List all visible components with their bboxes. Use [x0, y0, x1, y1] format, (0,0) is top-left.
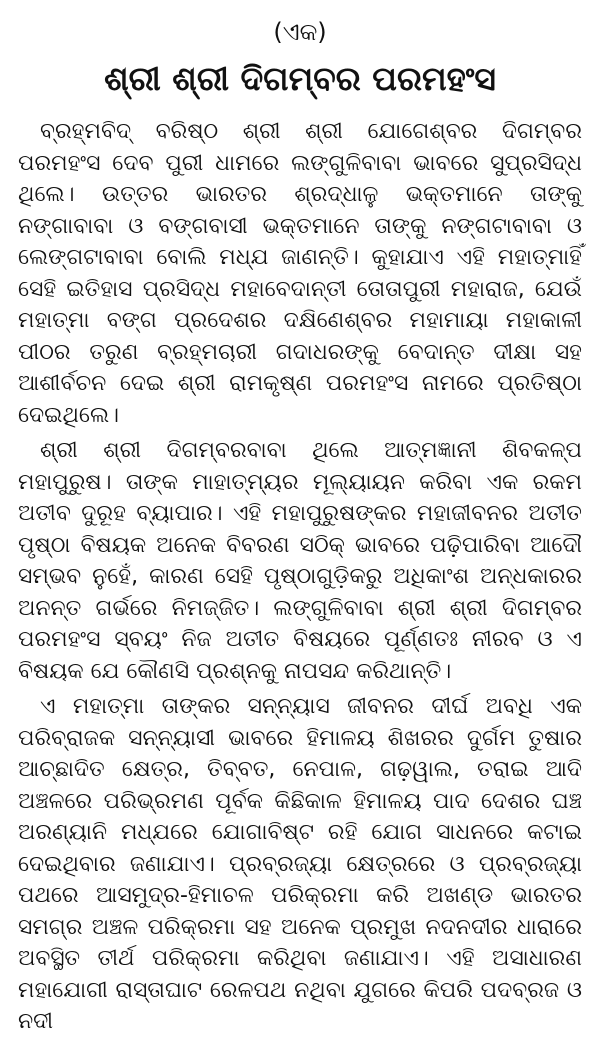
- paragraph-1: ବ୍ରହ୍ମବିଦ୍ ବରିଷ୍ଠ ଶ୍ରୀ ଶ୍ରୀ ଯୋଗେଶ୍ବର ଦିଗମ୍ବର ପରମହଂସ ଦେବ ପୁରୀ ଧାମରେ ଲଙ୍ଗୁଳିବାବା ଭାବରେ ସୁପ୍ରସିଦ୍ଧ ଥିଲେ। ଉତ୍ତର ଭାରତର ଶ୍ରଦ୍ଧାଳୁ ଭକ୍ତମାନେ ତାଙ୍କୁ ନଙ୍ଗାବାବା ଓ ବଙ୍ଗବାସୀ ଭକ୍ତମାନେ ତାଙ୍କୁ ନଙ୍ଗଟାବାବା ଓ ଲେଙ୍ଗଟାବାବା ବୋଲି ମଧ୍ଯ ଜାଣନ୍ତି। କୁହାଯାଏ ଏହି ମହାତ୍ମାହିଁ ସେହି ଇତିହାସ ପ୍ରସିଦ୍ଧ ମହାବେଦାନ୍ତୀ ତୋତାପୁରୀ ମହାରାଜ, ଯେଉଁ ମହାତ୍ମା ବଙ୍ଗ ପ୍ରଦେଶର ଦକ୍ଷିଣେଶ୍ବର ମହାମାୟା ମହାକାଳୀ ପୀଠର ତରୁଣ ବ୍ରହ୍ମଚାରୀ ଗଦାଧରଙ୍କୁ ବେଦାନ୍ତ ଦୀକ୍ଷା ସହ ଆଶୀର୍ବଚନ ଦେଇ ଶ୍ରୀ ରାମକୃଷ୍ଣ ପରମହଂସ ନାମରେ ପ୍ରତିଷ୍ଠା ଦେଇଥିଲେ।: [18, 119, 582, 428]
- body-text: [18, 116, 582, 1038]
- paragraph-3: ଏ ମହାତ୍ମା ତାଙ୍କର ସନ୍ନ୍ୟାସ ଜୀବନର ଦୀର୍ଘ ଅବଧି ଏକ ପରିବ୍ରାଜକ ସନ୍ନ୍ୟାସୀ ଭାବରେ ହିମାଳୟ ଶିଖରର ଦୁର୍ଗମ ତୁଷାର ଆଚ୍ଛାଦିତ କ୍ଷେତ୍ର, ତିବ୍ବତ, ନେପାଳ, ଗଢ଼ୱାଲ, ତରାଇ ଆଦି ଅଞ୍ଚଳରେ ପରିଭ୍ରମଣ ପୂର୍ବକ କିଛିକାଳ ହିମାଳୟ ପାଦ ଦେଶର ଘଞ୍ଚ ଅରଣ୍ୟାନି ମଧ୍ଯରେ ଯୋଗାବିଷ୍ଟ ରହି ଯୋଗ ସାଧନରେ କଟାଇ ଦେଇଥିବାର ଜଣାଯାଏ। ପ୍ରବ୍ରଜ୍ୟା କ୍ଷେତ୍ରରେ ଓ ପ୍ରବ୍ରଜ୍ୟା ପଥରେ ଆସମୁଦ୍ର-ହିମାଚଳ ପରିକ୍ରମା କରି ଅଖଣ୍ଡ ଭାରତର ସମଗ୍ର ଅଞ୍ଚଳ ପରିକ୍ରମା ସହ ଅନେକ ପ୍ରମୁଖ ନଦନଦୀର ଧାରାରେ ଅବସ୍ଥିତ ତୀର୍ଥ ପରିକ୍ରମା କରିଥିବା ଜଣାଯାଏ। ଏହି ଅସାଧାରଣ ମହାଯୋଗୀ ରାସ୍ତାଘାଟ ରେଳପଥ ନଥିବା ଯୁଗରେ କିପରି ପଦବ୍ରଜ ଓ ନଦୀ: [18, 694, 582, 1034]
- chapter-number: (ଏକ): [273, 18, 327, 46]
- chapter-title: ଶ୍ରୀ ଶ୍ରୀ ଦିଗମ୍ବର ପରମହଂସ: [104, 59, 496, 98]
- paragraph-2: ଶ୍ରୀ ଶ୍ରୀ ଦିଗମ୍ବରବାବା ଥିଲେ ଆତ୍ମଜ୍ଞାନୀ ଶିବକଳ୍ପ ମହାପୁରୁଷ। ତାଙ୍କ ମାହାତ୍ମ୍ୟର ମୂଲ୍ୟାୟନ କରିବା ଏକ ରକମ ଅତୀବ ଦୁରୂହ ବ୍ୟାପାର। ଏହି ମହାପୁରୁଷଙ୍କର ମହାଜୀବନର ଅତୀତ ପୃଷ୍ଠା ବିଷୟକ ଅନେକ ବିବରଣ ସଠିକ୍ ଭାବରେ ପଢ଼ିପାରିବା ଆଦୌ ସମ୍ଭବ ନୁହେଁ, କାରଣ ସେହି ପୃଷ୍ଠାଗୁଡ଼ିକରୁ ଅଧିକାଂଶ ଅନ୍ଧକାରର ଅନନ୍ତ ଗର୍ଭରେ ନିମଜ୍ଜିତ। ଲଙ୍ଗୁଳିବାବା ଶ୍ରୀ ଶ୍ରୀ ଦିଗମ୍ବର ପରମହଂସ ସ୍ବୟଂ ନିଜ ଅତୀତ ବିଷୟରେ ପୂର୍ଣ୍ଣତଃ ନୀରବ ଓ ଏ ବିଷୟକ ଯେ କୌଣସି ପ୍ରଶ୍ନକୁ ନାପସନ୍ଦ କରିଥାନ୍ତି।: [18, 438, 582, 684]
